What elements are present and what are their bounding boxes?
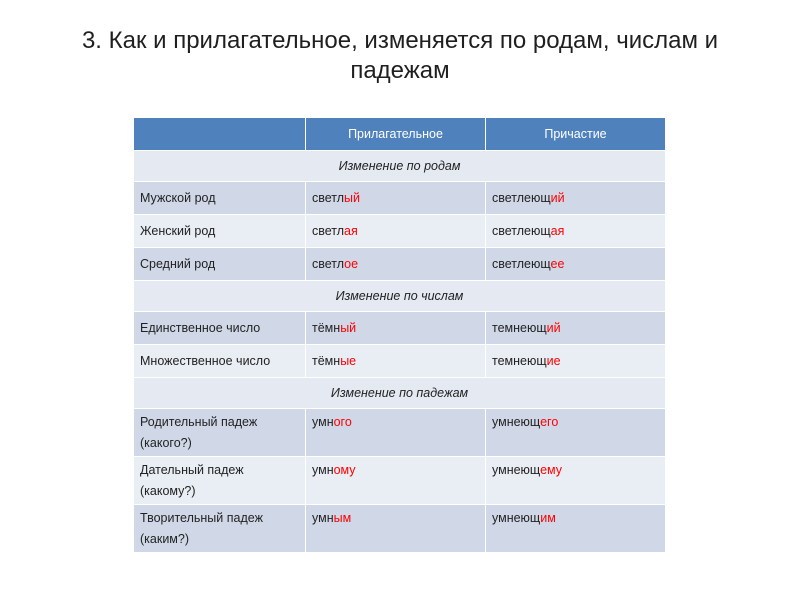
adjective-form (306, 182, 486, 215)
word-stem: темнеющ (492, 354, 547, 368)
participle-form (486, 215, 666, 248)
adjective-form (306, 248, 486, 281)
row-label: Дательный падеж (какому?) (134, 457, 306, 505)
word-stem: умнеющ (492, 463, 541, 477)
table-row (134, 248, 666, 281)
table-row (134, 505, 666, 553)
row-label: Множественное число (134, 345, 306, 378)
word-stem: умнеющ (492, 415, 541, 429)
table-row (134, 345, 666, 378)
word-stem: светл (312, 191, 345, 205)
word-stem: тёмн (312, 354, 341, 368)
comparison-table (133, 117, 666, 553)
adjective-form (306, 457, 486, 505)
table-row (134, 457, 666, 505)
word-stem: светл (312, 224, 345, 238)
adjective-form (306, 312, 486, 345)
word-stem: умн (312, 463, 334, 477)
group-row (134, 281, 666, 312)
row-label: Родительный падеж (какого?) (134, 409, 306, 457)
participle-form (486, 312, 666, 345)
row-label: Единственное число (134, 312, 306, 345)
row-label: Средний род (134, 248, 306, 281)
participle-form (486, 345, 666, 378)
word-stem: светл (312, 257, 345, 271)
word-ending: ая (344, 224, 358, 238)
word-stem: умн (312, 415, 334, 429)
participle-form (486, 182, 666, 215)
adjective-form (306, 215, 486, 248)
word-ending: ого (333, 415, 352, 429)
participle-form (486, 505, 666, 553)
word-stem: светлеющ (492, 224, 551, 238)
group-label: Изменение по числам (134, 281, 666, 312)
table-header-row (134, 118, 666, 151)
table-row (134, 182, 666, 215)
slide-title: 3. Как и прилагательное, изменяется по родам, числам и падежам (81, 27, 719, 84)
adjective-form (306, 505, 486, 553)
word-ending: ий (550, 191, 565, 205)
participle-form (486, 457, 666, 505)
row-label: Мужской род (134, 182, 306, 215)
header-participle: Причастие (486, 118, 666, 151)
adjective-form (306, 345, 486, 378)
word-ending: ый (344, 191, 360, 205)
participle-form (486, 248, 666, 281)
word-ending: его (540, 415, 559, 429)
group-label: Изменение по родам (134, 151, 666, 182)
row-label: Женский род (134, 215, 306, 248)
word-ending: ое (344, 257, 359, 271)
word-stem: тёмн (312, 321, 341, 335)
table-row (134, 215, 666, 248)
table-row (134, 409, 666, 457)
word-ending: им (540, 511, 556, 525)
group-row (134, 378, 666, 409)
word-stem: светлеющ (492, 257, 551, 271)
word-stem: умн (312, 511, 334, 525)
adjective-form (306, 409, 486, 457)
header-corner-cell (134, 118, 306, 151)
word-ending: ему (540, 463, 563, 477)
word-ending: ий (546, 321, 561, 335)
row-label: Творительный падеж (каким?) (134, 505, 306, 553)
word-stem: темнеющ (492, 321, 547, 335)
word-stem: умнеющ (492, 511, 541, 525)
word-ending: ая (550, 224, 565, 238)
word-ending: ый (340, 321, 357, 335)
word-stem: светлеющ (492, 191, 551, 205)
group-label: Изменение по падежам (134, 378, 666, 409)
group-row (134, 151, 666, 182)
word-ending: ые (340, 354, 357, 368)
word-ending: ым (333, 511, 352, 525)
table-row (134, 312, 666, 345)
word-ending: ому (333, 463, 356, 477)
header-adjective: Прилагательное (306, 118, 486, 151)
word-ending: ее (550, 257, 565, 271)
participle-form (486, 409, 666, 457)
word-ending: ие (546, 354, 561, 368)
